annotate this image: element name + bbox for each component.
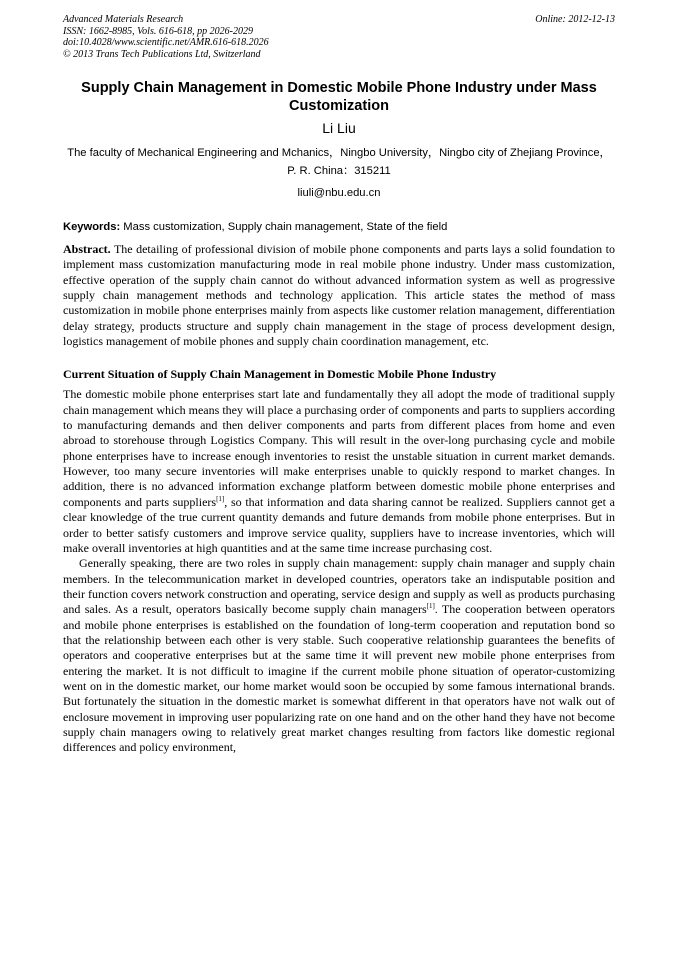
- citation-ref: [1]: [216, 494, 225, 503]
- paragraph-1-text-b: , so that information and data sharing cannot be realized. Suppliers cannot get a clear knowledge of the true current quantity demands and future demands from mobile phone enterprises. But in order to better satisfy customers and improve service quality, suppliers have to increase inventories, which will make overall inventories at high quantities and at the same time increase purchasing cost.: [63, 494, 615, 555]
- issn-line: ISSN: 1662-8985, Vols. 616-618, pp 2026-2029: [63, 25, 253, 37]
- paragraph-2-text-b: . The cooperation between operators and mobile phone enterprises is established on the foundation of long-term cooperation and reputation bond so that the relationship between each other is very stable. Such cooperative relationship guarantees the benefits of operators and cooperative enterprises but at the same time it will prevent new mobile phone enterprises from entering the market. It is not difficult to imagine if the current mobile phone situation of operator-customizing went on in the domestic market, our home market would soon be occupied by some famous international brands. But fortunately the situation in the domestic market is somewhat different in that operators have not walk out of enclosure movement in improving user popularizing rate on one hand and on the other hand they have not become supply chain managers owing to relatively great market changes resulting from factors like domestic regional differences and policy environment,: [63, 602, 615, 755]
- keywords-text: Mass customization, Supply chain management, State of the field: [120, 221, 448, 233]
- doi-line: doi:10.4028/www.scientific.net/AMR.616-618.2026: [63, 37, 269, 48]
- paragraph-2: [63, 556, 615, 755]
- journal-name: Advanced Materials Research: [63, 14, 184, 25]
- paragraph-1: [63, 387, 615, 556]
- abstract-label: Abstract.: [63, 242, 111, 256]
- journal-header: [63, 14, 615, 60]
- author-name: Li Liu: [322, 120, 356, 136]
- paper-page: [63, 14, 615, 756]
- paper-title: Supply Chain Management in Domestic Mobile Phone Industry under Mass Customization: [81, 80, 597, 114]
- copyright-line: © 2013 Trans Tech Publications Ltd, Switzerland: [63, 48, 261, 60]
- paragraph-2-text-a: Generally speaking, there are two roles in supply chain management: supply chain manager and supply chain members. In the telecommunication market in developed countries, operators take an indisputable position and their function covers network construction and operating, service design and supply as well as products purchasing and sales. As a result, operators basically become supply chain managers: [63, 556, 615, 617]
- keywords: [63, 220, 615, 234]
- author-email: liuli@nbu.edu.cn: [297, 187, 381, 199]
- abstract-text: The detailing of professional division of mobile phone components and parts lays a solid foundation to implement mass customization manufacturing mode in real mobile phone industry. Under mass customization, effective operation of the supply chain cannot do without advanced information system as well as progressive supply chain management methods and technology application. This article states the method of mass customization in mobile phone enterprises mainly from aspects like customer relation management, differentiation delay strategy, products structure and supply chain management in the stage of process development design, logistics management of mobile phones and supply chain coordination management, etc.: [63, 242, 615, 349]
- abstract: [63, 242, 615, 349]
- citation-ref: [1]: [426, 602, 435, 611]
- online-date: Online: 2012-12-13: [535, 14, 615, 25]
- keywords-label: Keywords:: [63, 221, 121, 233]
- paragraph-1-text-a: The domestic mobile phone enterprises start late and fundamentally they all adopt the mode of traditional supply chain management which means they will place a purchasing order of components and parts to suppliers according to manufacturing demands and then deliver components and parts from different places from home and even abroad to storehouse through Logistics Company. This will result in the over-long purchasing cycle and mobile phone enterprises have to increase enough inventories to resist the unstable situation in current market demands. However, too many secure inventories will make enterprises unable to quickly respond to market changes. In addition, there is no advanced information exchange platform between domestic mobile phone enterprises and components and parts suppliers: [63, 387, 615, 509]
- section-heading: Current Situation of Supply Chain Management in Domestic Mobile Phone Industry: [63, 367, 497, 382]
- author-affiliation: The faculty of Mechanical Engineering and Mchanics，Ningbo University，Ningbo city of Zhejiang Province，P. R. China：315211: [67, 147, 611, 177]
